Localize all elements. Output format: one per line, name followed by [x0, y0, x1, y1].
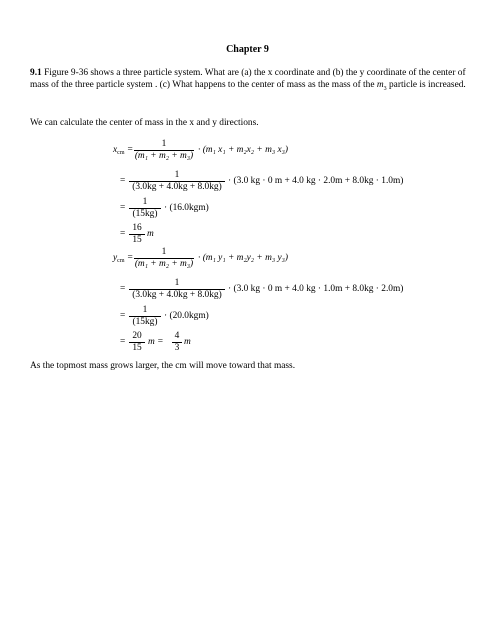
y-step3-equals: =: [120, 311, 126, 321]
closing-text: As the topmost mass grows larger, the cm will move toward that mass.: [30, 361, 296, 371]
y-step4-fraction-b: 4 3: [172, 331, 182, 354]
y-step2-equals: =: [120, 284, 126, 294]
x-step4-equals: =: [120, 229, 126, 239]
x-step2-equals: =: [120, 176, 126, 186]
y-step4-equals: =: [120, 337, 126, 347]
problem-statement: [30, 68, 470, 95]
x-cm-lhs: $x_{cm}$ =: [113, 145, 134, 156]
x-step3-fraction: 1 (15kg): [129, 197, 161, 220]
y-step4-fraction-a: 20 15: [129, 331, 145, 354]
x-step2-fraction: 1 (3.0kg + 4.0kg + 8.0kg): [129, 170, 225, 193]
x-step4-fraction: 16 15: [129, 223, 145, 246]
y-step3-fraction: 1 (15kg): [129, 305, 161, 328]
mass-symbol: $m_3$: [376, 79, 387, 92]
y-step3-tail: · (20.0kgm): [164, 311, 209, 321]
x-step1-tail: · (m₁ x₁ + m₂x₂ + m₃ x₃): [198, 145, 288, 155]
y-step1-tail: · (m₁ y₁ + m₂y₂ + m₃ y₃): [198, 253, 288, 263]
x-step2-tail: · (3.0 kg · 0 m + 4.0 kg · 2.0m + 8.0kg · 1.0m): [228, 176, 404, 186]
y-step2-fraction: 1 (3.0kg + 4.0kg + 8.0kg): [129, 278, 225, 301]
y-step2-tail: · (3.0 kg · 0 m + 4.0 kg · 1.0m + 8.0kg · 2.0m): [228, 284, 404, 294]
intro-text: We can calculate the center of mass in the x and y directions.: [30, 118, 259, 128]
y-step4-tail: m: [184, 337, 191, 347]
problem-text-end: particle is increased.: [388, 79, 466, 90]
y-step4-mid: m =: [148, 337, 164, 347]
y-step1-fraction: 1 (m₁ + m₂ + m₃): [134, 247, 194, 269]
y-cm-lhs: $y_{cm}$ =: [113, 253, 134, 264]
x-step4-tail: m: [147, 229, 154, 239]
x-step3-tail: · (16.0kgm): [164, 203, 209, 213]
problem-text: Figure 9-36 shows a three particle system. What are (a) the x coordinate and (b) the y coordinate of the center of mass of the three particle system . (c) What happens to the center of mass as the mass of the: [30, 68, 466, 90]
problem-number: 9.1: [30, 68, 42, 78]
x-step1-fraction: 1 (m₁ + m₂ + m₃): [134, 139, 194, 161]
chapter-title: Chapter 9: [226, 44, 269, 55]
x-step3-equals: =: [120, 203, 126, 213]
